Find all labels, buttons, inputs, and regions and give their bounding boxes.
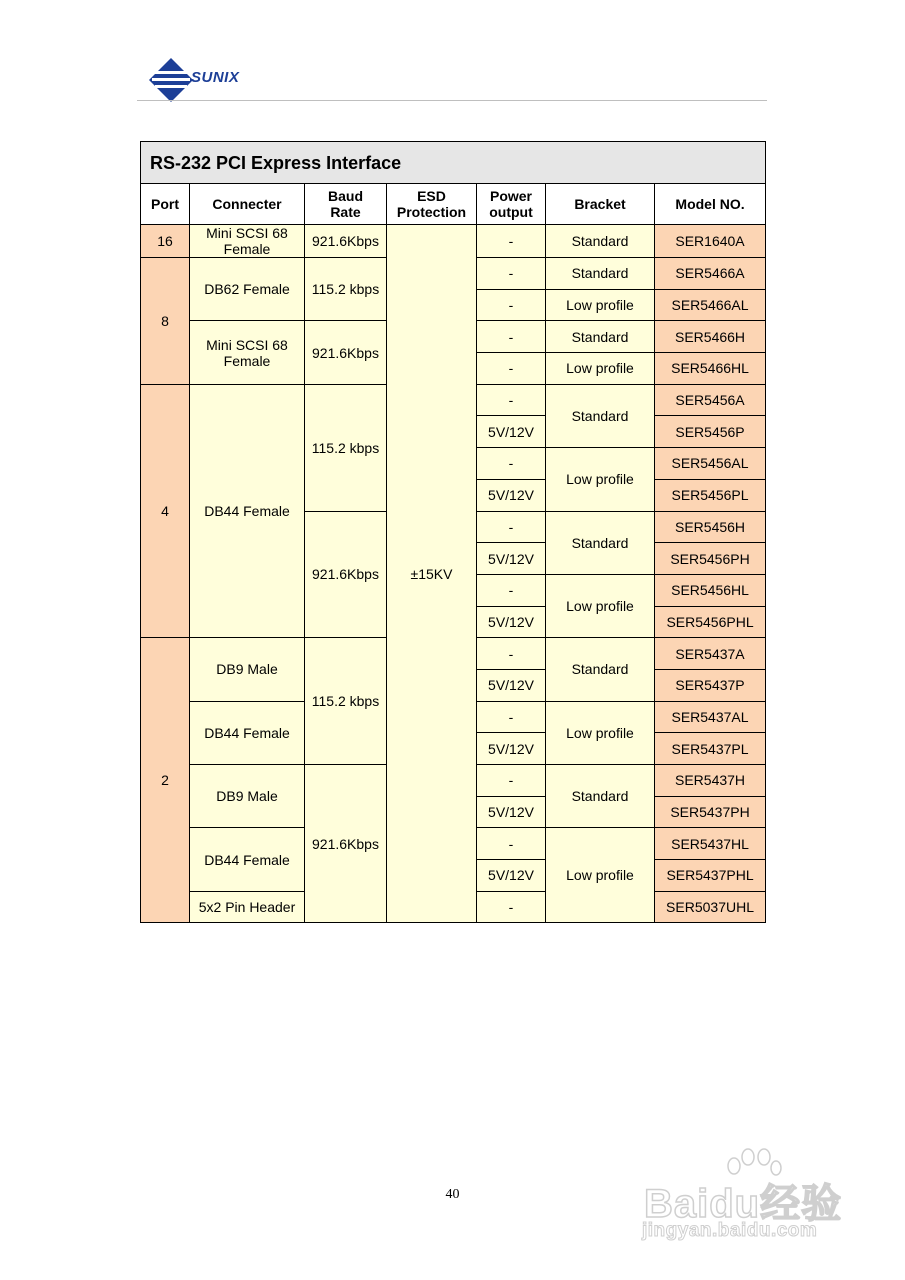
model-cell: SER5437HL xyxy=(655,828,766,860)
power-cell: - xyxy=(477,448,546,480)
bracket-cell: Low profile xyxy=(546,828,655,923)
rs232-spec-table xyxy=(140,141,766,923)
bracket-cell: Low profile xyxy=(546,289,655,321)
power-cell: 5V/12V xyxy=(477,479,546,511)
baud-cell: 115.2 kbps xyxy=(305,638,387,765)
baud-cell: 921.6Kbps xyxy=(305,765,387,923)
model-cell: SER5437H xyxy=(655,765,766,797)
model-cell: SER5456PH xyxy=(655,543,766,575)
power-cell: - xyxy=(477,225,546,258)
power-cell: 5V/12V xyxy=(477,669,546,701)
bracket-cell: Low profile xyxy=(546,574,655,637)
power-cell: 5V/12V xyxy=(477,796,546,828)
bracket-cell: Low profile xyxy=(546,448,655,511)
model-cell: SER1640A xyxy=(655,225,766,258)
table-title: RS-232 PCI Express Interface xyxy=(141,142,766,184)
bracket-cell: Standard xyxy=(546,384,655,447)
bracket-cell: Low profile xyxy=(546,701,655,764)
power-cell: - xyxy=(477,638,546,670)
model-cell: SER5037UHL xyxy=(655,891,766,923)
header-port: Port xyxy=(141,184,190,225)
header-bracket: Bracket xyxy=(546,184,655,225)
brand-name: SUNIX xyxy=(191,69,240,86)
bracket-cell: Standard xyxy=(546,638,655,701)
header-divider xyxy=(137,100,767,101)
power-cell: - xyxy=(477,765,546,797)
model-cell: SER5456P xyxy=(655,416,766,448)
esd-cell: ±15KV xyxy=(387,225,477,923)
port-cell: 2 xyxy=(141,638,190,923)
power-cell: - xyxy=(477,384,546,416)
baud-cell: 921.6Kbps xyxy=(305,321,387,384)
watermark-main: Baidu经验 xyxy=(644,1182,843,1226)
table-row xyxy=(141,225,766,258)
port-cell: 8 xyxy=(141,258,190,385)
header-esd-protection: ESD Protection xyxy=(387,184,477,225)
model-cell: SER5456AL xyxy=(655,448,766,480)
header-power-output: Power output xyxy=(477,184,546,225)
model-cell: SER5466H xyxy=(655,321,766,353)
sunix-logo xyxy=(149,58,249,102)
baud-cell: 921.6Kbps xyxy=(305,511,387,638)
port-cell: 4 xyxy=(141,384,190,638)
sunix-diamond-icon xyxy=(149,58,193,102)
power-cell: - xyxy=(477,574,546,606)
bracket-cell: Standard xyxy=(546,258,655,290)
baud-cell: 921.6Kbps xyxy=(305,225,387,258)
connector-cell: DB44 Female xyxy=(190,828,305,891)
connector-cell: DB44 Female xyxy=(190,701,305,764)
model-cell: SER5456HL xyxy=(655,574,766,606)
connector-cell: Mini SCSI 68 Female xyxy=(190,225,305,258)
model-cell: SER5437PH xyxy=(655,796,766,828)
baud-cell: 115.2 kbps xyxy=(305,384,387,511)
power-cell: - xyxy=(477,828,546,860)
connector-cell: DB62 Female xyxy=(190,258,305,321)
connector-cell: DB9 Male xyxy=(190,638,305,701)
header-connector: Connecter xyxy=(190,184,305,225)
table-title-row xyxy=(141,142,766,184)
port-cell: 16 xyxy=(141,225,190,258)
model-cell: SER5437AL xyxy=(655,701,766,733)
model-cell: SER5456PHL xyxy=(655,606,766,638)
power-cell: - xyxy=(477,891,546,923)
watermark-url: jingyan.baidu.com xyxy=(642,1220,818,1241)
power-cell: - xyxy=(477,289,546,321)
model-cell: SER5437PL xyxy=(655,733,766,765)
baidu-watermark xyxy=(640,1148,855,1248)
bracket-cell: Standard xyxy=(546,321,655,353)
baud-cell: 115.2 kbps xyxy=(305,258,387,321)
connector-cell: Mini SCSI 68 Female xyxy=(190,321,305,384)
model-cell: SER5466A xyxy=(655,258,766,290)
model-cell: SER5456PL xyxy=(655,479,766,511)
model-cell: SER5437PHL xyxy=(655,860,766,892)
connector-cell: DB44 Female xyxy=(190,384,305,638)
header-baud-rate: Baud Rate xyxy=(305,184,387,225)
power-cell: 5V/12V xyxy=(477,606,546,638)
bracket-cell: Standard xyxy=(546,511,655,574)
model-cell: SER5437P xyxy=(655,669,766,701)
power-cell: - xyxy=(477,511,546,543)
model-cell: SER5456A xyxy=(655,384,766,416)
connector-cell: DB9 Male xyxy=(190,765,305,828)
power-cell: - xyxy=(477,353,546,385)
power-cell: - xyxy=(477,321,546,353)
power-cell: - xyxy=(477,701,546,733)
model-cell: SER5466AL xyxy=(655,289,766,321)
power-cell: 5V/12V xyxy=(477,733,546,765)
bracket-cell: Low profile xyxy=(546,353,655,385)
model-cell: SER5437A xyxy=(655,638,766,670)
model-cell: SER5466HL xyxy=(655,353,766,385)
power-cell: - xyxy=(477,258,546,290)
connector-cell: 5x2 Pin Header xyxy=(190,891,305,923)
model-cell: SER5456H xyxy=(655,511,766,543)
header-model-no: Model NO. xyxy=(655,184,766,225)
table-header-row xyxy=(141,184,766,225)
bracket-cell: Standard xyxy=(546,765,655,828)
power-cell: 5V/12V xyxy=(477,860,546,892)
bracket-cell: Standard xyxy=(546,225,655,258)
page-number: 40 xyxy=(445,1187,460,1202)
power-cell: 5V/12V xyxy=(477,543,546,575)
power-cell: 5V/12V xyxy=(477,416,546,448)
